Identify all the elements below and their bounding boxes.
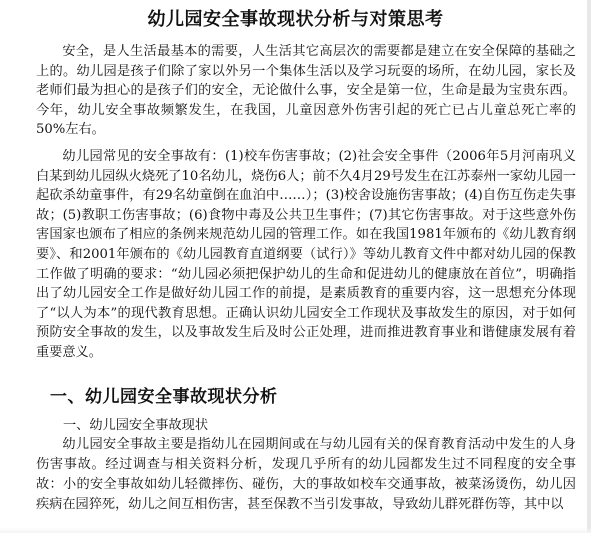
status-paragraph: 幼儿园安全事故主要是指幼儿在园期间或在与幼儿园有关的保育教育活动中发生的人身伤害事故。经过调查与相关资料分析，发现几乎所有的幼儿园都发生过不同程度的安全事故：小的安全事故如幼儿轻微摔伤、碰伤，大的事故如校车交通事故，被菜汤烫伤，幼儿因疾病在园猝死，幼儿之间互相伤害，甚至保教不当引发事故，导致幼儿群死群伤等，其中以	[36, 437, 576, 512]
page-bottom-edge	[0, 527, 591, 533]
subsection-heading-current-status: 一、幼儿园安全事故现状	[63, 418, 209, 433]
accident-types-paragraph: 幼儿园常见的安全事故有：(1)校车伤害事故；(2)社会安全事件（2006年5月河南巩义白某到幼儿园纵火烧死了10名幼儿，烧伤6人；前不久4月29号发生在江苏泰州一家幼儿园一起砍杀幼童事件，有29名幼童倒在血泊中……）；(3)校舍设施伤害事故；(4)自伤互伤走失事故；(5)教职工伤害事故；(6)食物中毒及公共卫生事件；(7)其它伤害事故。对于这些意外伤害国家也颁布了相应的条例来规范幼儿园的管理工作。如在我国1981年颁布的《幼儿教育纲要》、和2001年颁布的《幼儿园教育直道纲要（试行）》等幼儿教育文件中都对幼儿园的保教工作做了明确的要求：“幼儿园必须把保护幼儿的生命和促进幼儿的健康放在首位”，明确指出了幼儿园安全工作是做好幼儿园工作的前提，是素质教育的重要内容，这一思想充分体现了“以人为本”的现代教育思想。正确认识幼儿园安全工作现状及事故发生的原因，对于如何预防安全事故的发生，以及事故发生后及时公正处理，进而推进教育事业和谐健康发展有着重要意义。	[36, 149, 576, 360]
intro-paragraph: 安全，是人生活最基本的需要，人生活其它高层次的需要都是建立在安全保障的基础之上的。幼儿园是孩子们除了家以外另一个集体生活以及学习玩耍的场所，在幼儿园，家长及老师们最为担心的是孩子们的安全，无论做什么事，安全是第一位，生命是最为宝贵东西。今年，幼儿安全事故频繁发生，在我国，儿童因意外伤害引起的死亡已占儿童总死亡率的50%左右。	[36, 44, 576, 138]
document-title: 幼儿园安全事故现状分析与对策思考	[147, 9, 444, 30]
section-heading-analysis: 一、幼儿园安全事故现状分析	[50, 387, 278, 407]
window-right-border	[587, 0, 591, 533]
